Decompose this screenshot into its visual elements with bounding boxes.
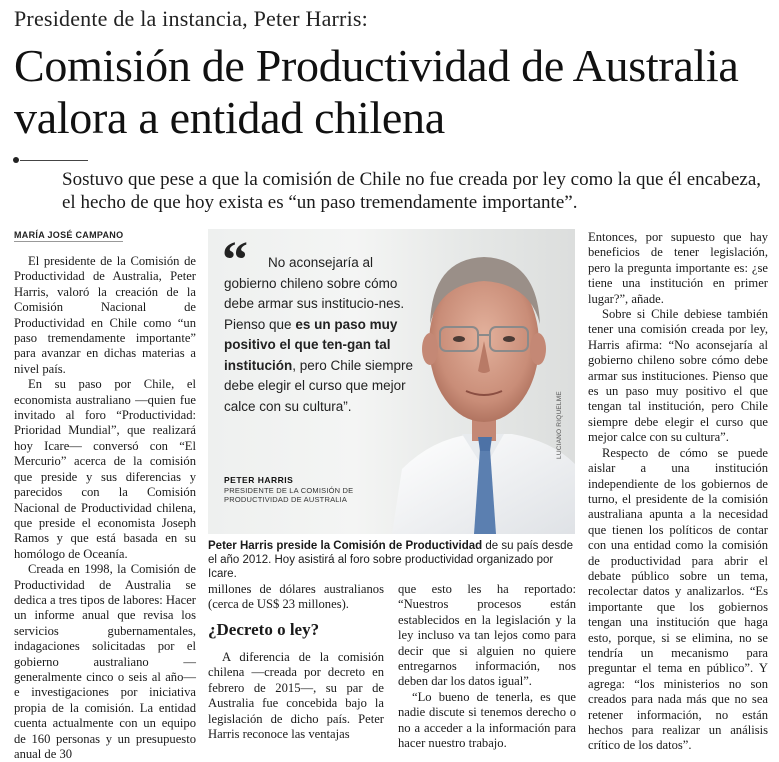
column-2-top [208, 582, 384, 613]
column-2-bottom [208, 650, 384, 742]
column-3 [398, 582, 576, 751]
pull-quote-emphasis: es un paso muy positivo el que ten-gan tal institución [224, 316, 398, 373]
subheading: ¿Decreto o ley? [208, 620, 320, 639]
column-1 [14, 254, 196, 762]
paragraph: El presidente de la Comisión de Productividad de Australia, Peter Harris, valoró la creación de la Comisión Nacional de Productividad en Chile como “un paso tremendamente importante” para avanzar en dichas materias a nivel país. [14, 254, 196, 376]
photo-credit: LUCIANO RIQUELME [556, 391, 563, 459]
column-4 [588, 230, 768, 754]
pull-quote-text-end: , pero Chile siempre debe elegir el curso que mejor calce con su cultura”. [224, 357, 414, 414]
paragraph: Creada en 1998, la Comisión de Productividad de Australia se dedica a tres tipos de labores: Hacer un informe anual que revisa los servicios gubernamentales, indagaciones solicitadas por el gobierno australiano —generalmente cinco o seis al año— e investigaciones por iniciativa propia de la comisión. La entidad cuenta actualmente con un equipo de 160 personas y un presupuesto anual de 30 [14, 562, 196, 761]
paragraph: Respecto de cómo se puede aislar a una institución independiente de los gobiernos de turno, el presidente de la comisión australiana apunta a la necesidad que tienen los políticos de contar con una entidad como la comisión de productividad para abrir el debate público sobre un tema, recolectar datos y analizarlos. “Es importante que los gobiernos tengan una institución que haga esto, porque, si se elimina, no se tendría un mecanismo para preguntar el tema en público”. Y agrega: “los ministerios no son creados para nada más que no sea retener información, no están hechos para realizar un análisis crítico de los datos”. [588, 445, 768, 753]
byline: MARÍA JOSÉ CAMPANO [14, 230, 124, 240]
paragraph: Entonces, por supuesto que hay beneficios de tener legislación, pero la pregunta importante es: ¿se tiene una institución en primer lugar?”, añade. [588, 230, 768, 306]
caption-text: de su país desde el año 2012. Hoy asistirá al foro sobre productividad organizado por Icare. [208, 540, 573, 580]
headline: Comisión de Productividad de Australia valora a entidad chilena [14, 40, 739, 143]
pull-quote [224, 253, 414, 417]
photo [208, 229, 575, 534]
rule-dot [13, 157, 19, 163]
deck: Sostuvo que pese a que la comisión de Chile no fue creada por ley como la que él encabeza, el hecho de que hoy exista es “un paso tremendamente importante”. [62, 169, 762, 213]
photo-caption [208, 539, 578, 581]
portrait-illustration [392, 229, 575, 534]
paragraph: A diferencia de la comisión chilena —creada por decreto en febrero de 2015—, su par de Australia fue concebida bajo la legislación de dicho país. Peter Harris reconoce las ventajas [208, 650, 384, 742]
photo-subject-name: PETER HARRIS [224, 475, 294, 485]
quote-mark-icon: “ [222, 232, 248, 289]
rule-line [20, 160, 88, 161]
paragraph: Sobre si Chile debiese también tener una comisión creada por ley, Harris afirma: “No aconsejaría al gobierno chileno sobre cómo debe armar sus instituciones. Pienso que es un paso muy positivo el que tengan tal institución, pero Chile siempre debe elegir el curso que mejor calce con su cultura”. [588, 307, 768, 445]
pull-quote-text: No aconsejaría al gobierno chileno sobre cómo debe armar sus institucio-nes. Pienso que [224, 255, 405, 332]
caption-lead: Peter Harris preside la Comisión de Productividad [208, 540, 483, 552]
paragraph: “Lo bueno de tenerla, es que nadie discute si tenemos derecho o no a acceder a la información para hacer nuestro trabajo. [398, 689, 576, 751]
paragraph: millones de dólares australianos (cerca de US$ 23 millones). [208, 582, 384, 612]
photo-subject-role: PRESIDENTE DE LA COMISIÓN DE PRODUCTIVIDAD DE AUSTRALIA [224, 486, 354, 504]
kicker: Presidente de la instancia, Peter Harris: [14, 6, 368, 31]
paragraph: En su paso por Chile, el economista australiano —quien fue invitado al foro “Productividad: Prioridad Mundial”, que realizará hoy Icare— conversó con “El Mercurio” acerca de la comisión que preside y sus diferencias y parecidos con la Comisión Nacional de Productividad chilena, que preside el economista Joseph Ramos y que está basada en su homólogo de Oceanía. [14, 377, 196, 561]
paragraph: que esto les ha reportado: “Nuestros procesos están establecidos en la legislación y la ley incluso va tan lejos como para decir que si alguien no quiere entregarnos información, nos deben dar los datos igual”. [398, 582, 576, 689]
